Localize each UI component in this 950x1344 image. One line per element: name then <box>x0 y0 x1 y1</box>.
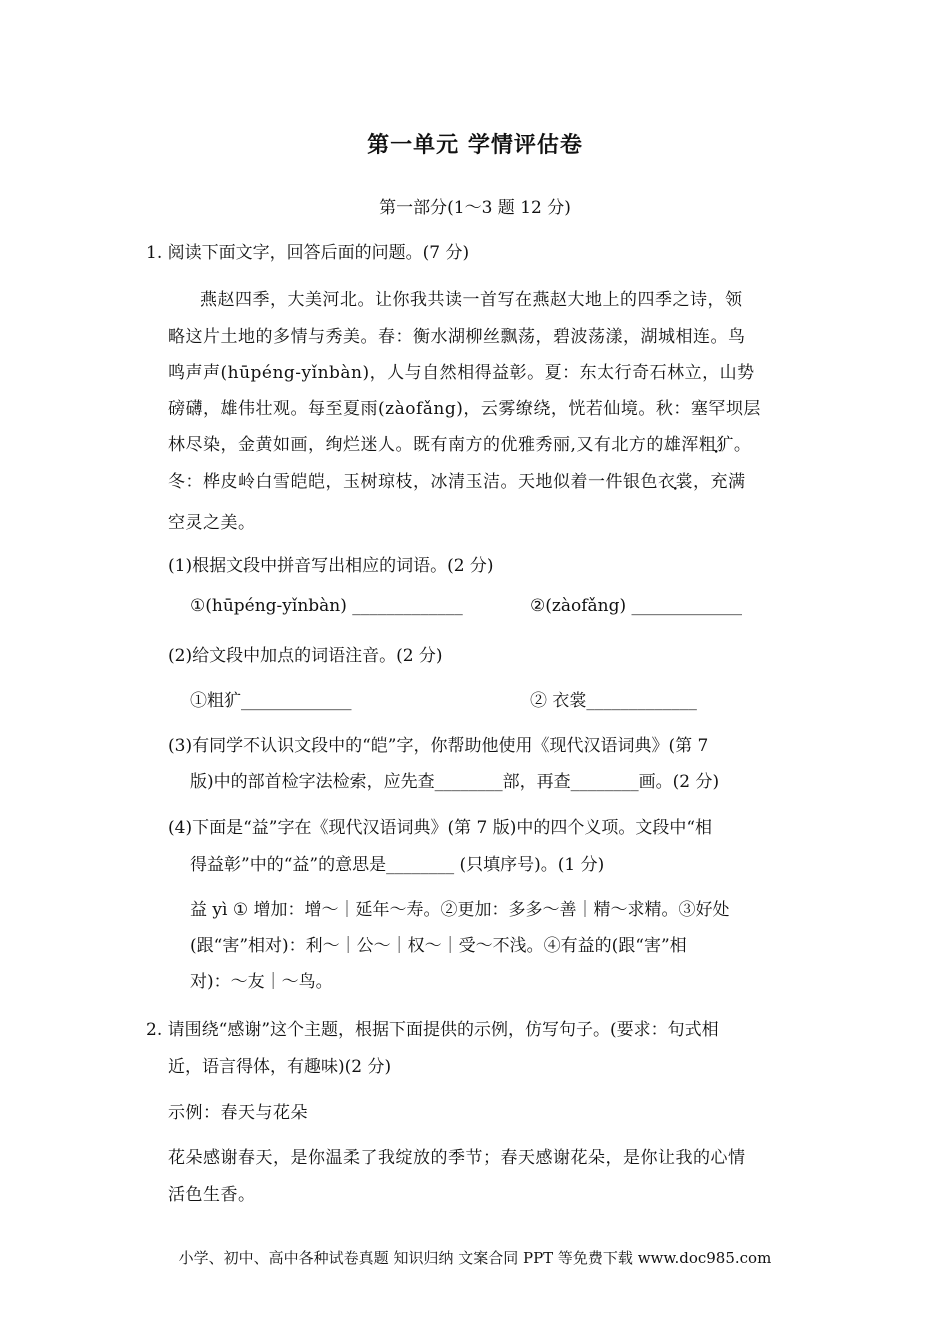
sub-question-1-blank-a[interactable]: ①(hūpéng-yǐnbàn) _____________ <box>190 596 463 616</box>
passage-line-1: 燕赵四季，大美河北。让你我共读一首写在燕赵大地上的四季之诗，领 <box>200 290 743 310</box>
passage-line-6 <box>168 467 746 492</box>
sub-question-1-blank-b[interactable]: ②(zàofǎng) _____________ <box>530 596 742 616</box>
example-sentence-line-2: 活色生香。 <box>168 1185 256 1205</box>
dotted-word-cuguang: 粗犷 <box>698 435 734 455</box>
sub-question-2: (2)给文段中加点的词语注音。(2 分) <box>168 646 443 666</box>
sub-question-4-line-1: (4)下面是“益”字在《现代汉语词典》(第 7 版)中的四个义项。文段中“相 <box>168 818 713 838</box>
footer-text: 小学、初中、高中各种试卷真题 知识归纳 文案合同 PPT 等免费下载 www.doc985.com <box>178 1249 772 1267</box>
question-2-stem-line-2: 近，语言得体，有趣味)(2 分) <box>168 1057 392 1077</box>
sub-question-3-line-1: (3)有同学不认识文段中的“皑”字，你帮助他使用《现代汉语词典》(第 7 <box>168 736 709 756</box>
dictionary-definition-line-1: 益 yì ① 增加：增～｜延年～寿。②更加：多多～善｜精～求精。③好处 <box>190 900 730 920</box>
dictionary-definition-line-2: (跟“害”相对)：利～｜公～｜权～｜受～不浅。④有益的(跟“害”相 <box>190 936 687 956</box>
passage-line-6-text: 冬：桦皮岭白雪皑皑，玉树琼枝，冰清玉洁。天地似着一件银色 <box>168 472 658 492</box>
passage-line-5 <box>168 430 751 455</box>
question-2-stem-line-1: 2. 请围绕“感谢”这个主题，根据下面提供的示例，仿写句子。(要求：句式相 <box>146 1020 719 1040</box>
passage-line-3: 鸣声声(hūpéng-yǐnbàn)，人与自然相得益彰。夏：东太行奇石林立，山势 <box>168 363 755 383</box>
passage-line-4: 磅礴，雄伟壮观。每至夏雨(zàofǎng)，云雾缭绕，恍若仙境。秋：塞罕坝层 <box>168 399 761 419</box>
part-heading: 第一部分(1～3 题 12 分) <box>379 198 571 218</box>
page-title: 第一单元 学情评估卷 <box>367 133 583 158</box>
example-label: 示例：春天与花朵 <box>168 1103 308 1123</box>
passage-line-7: 空灵之美。 <box>168 513 256 533</box>
sub-question-4-line-2[interactable]: 得益彰”中的“益”的意思是________ (只填序号)。(1 分) <box>190 855 605 875</box>
sub-question-2-blank-a[interactable]: ①粗犷_____________ <box>190 691 352 711</box>
dictionary-definition-line-3: 对)：～友｜～鸟。 <box>190 972 333 992</box>
sub-question-2-blank-b[interactable]: ② 衣裳_____________ <box>530 691 697 711</box>
dotted-word-yishang: 衣裳 <box>658 472 693 492</box>
sub-question-3-line-2[interactable]: 版)中的部首检字法检索，应先查________部，再查________画。(2 分) <box>190 772 720 792</box>
passage-line-5-text: 林尽染，金黄如画，绚烂迷人。既有南方的优雅秀丽,又有北方的雄浑 <box>168 435 699 455</box>
sub-question-1: (1)根据文段中拼音写出相应的词语。(2 分) <box>168 556 494 576</box>
passage-line-5-tail: 。 <box>733 435 752 455</box>
passage-line-6-tail: ，充满 <box>693 472 746 492</box>
example-sentence-line-1: 花朵感谢春天，是你温柔了我绽放的季节；春天感谢花朵，是你让我的心情 <box>168 1148 746 1168</box>
question-1-stem: 1. 阅读下面文字，回答后面的问题。(7 分) <box>146 243 470 263</box>
passage-line-2: 略这片土地的多情与秀美。春：衡水湖柳丝飘荡，碧波荡漾，湖城相连。鸟 <box>168 327 746 347</box>
